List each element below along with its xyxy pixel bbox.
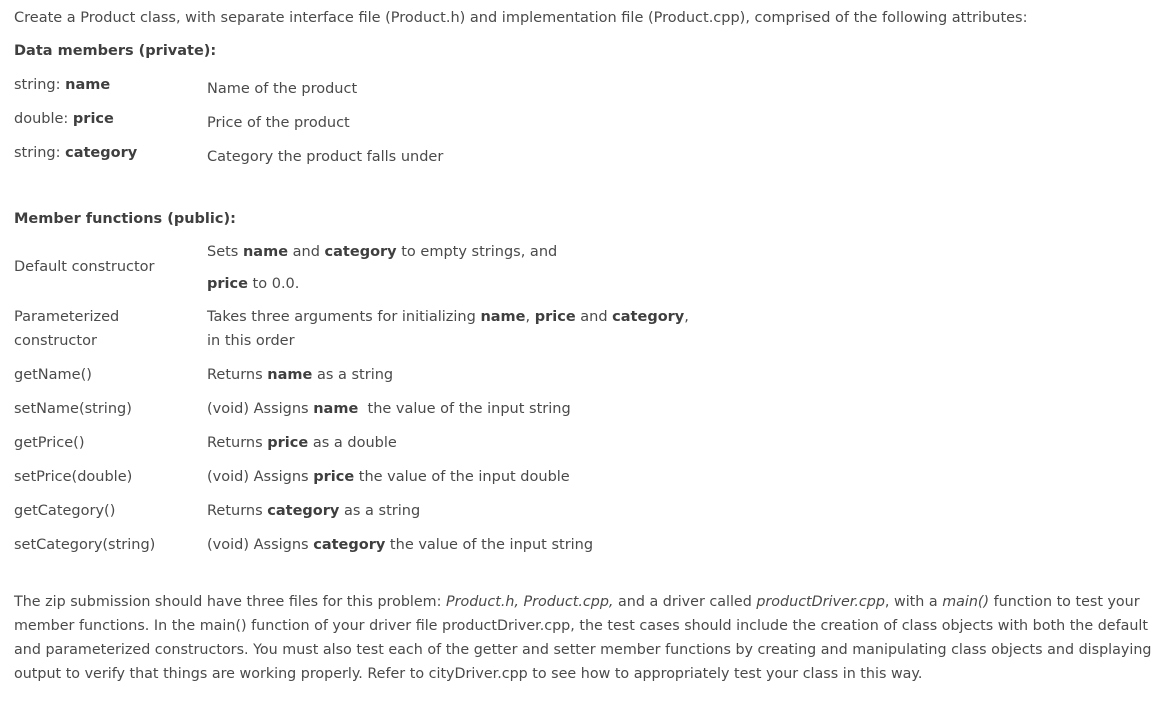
parameterized-constructor-desc-line2: in this order [207, 333, 295, 349]
type-label: double: [14, 111, 73, 127]
driver-file-name: productDriver.cpp [756, 594, 885, 610]
parameterized-constructor-label-line2: constructor [14, 333, 97, 349]
data-member-category-desc: Category the product falls under [207, 149, 444, 165]
function-label-getcategory: getCategory() [14, 503, 116, 519]
attribute-name: price [72, 111, 114, 127]
data-member-price-desc: Price of the product [207, 115, 350, 131]
function-desc-setprice: (void) Assigns price the value of the input double [207, 469, 570, 485]
main-function-name: main() [942, 594, 990, 610]
function-desc-setcategory: (void) Assigns category the value of the input string [207, 537, 594, 553]
parameterized-constructor-label-line1: Parameterized [14, 309, 120, 325]
default-constructor-desc-line1: Sets name and category to empty strings, and [207, 244, 558, 260]
function-desc-getprice: Returns price as a double [207, 435, 397, 451]
function-label-setname: setName(string) [14, 401, 132, 417]
submission-instructions: The zip submission should have three files for this problem: Product.h, Product.cpp, and a driver called productDriver.cpp, with a main() function to test your member functions. In the main() function of your driver file productDriver.cpp, the test cases should include the creation of class objects with both the default and parameterized constructors. You must also test each of the getter and setter member functions by creating and manipulating class objects and displaying output to verify that things are working properly. Refer to cityDriver.cpp to see how to appropriately test your class in this way. [14, 594, 1152, 682]
function-label-getname: getName() [14, 367, 92, 383]
intro-text: Create a Product class, with separate interface file (Product.h) and implementation file (Product.cpp), comprised of the following attributes: [14, 10, 1028, 26]
function-label-setprice: setPrice(double) [14, 469, 133, 485]
data-member-price-type [14, 111, 114, 127]
parameterized-constructor-desc-line1: Takes three arguments for initializing name, price and category, [207, 309, 689, 325]
file-names: Product.h, Product.cpp, [445, 594, 614, 610]
default-constructor-desc-line2: price to 0.0. [207, 276, 300, 292]
function-desc-getcategory: Returns category as a string [207, 503, 421, 519]
default-constructor-label: Default constructor [14, 259, 155, 275]
data-member-name-type [14, 77, 110, 93]
attribute-name: category [65, 145, 138, 161]
function-label-setcategory: setCategory(string) [14, 537, 156, 553]
type-label: string: [14, 145, 66, 161]
member-functions-heading: Member functions (public): [14, 211, 236, 227]
data-member-name-desc: Name of the product [207, 81, 358, 97]
function-desc-setname: (void) Assigns name the value of the input string [207, 401, 571, 417]
function-desc-getname: Returns name as a string [207, 367, 394, 383]
data-member-category-type [14, 145, 137, 161]
function-label-getprice: getPrice() [14, 435, 85, 451]
type-label: string: [14, 77, 66, 93]
data-members-heading: Data members (private): [14, 43, 217, 59]
attribute-name: name [65, 77, 111, 93]
